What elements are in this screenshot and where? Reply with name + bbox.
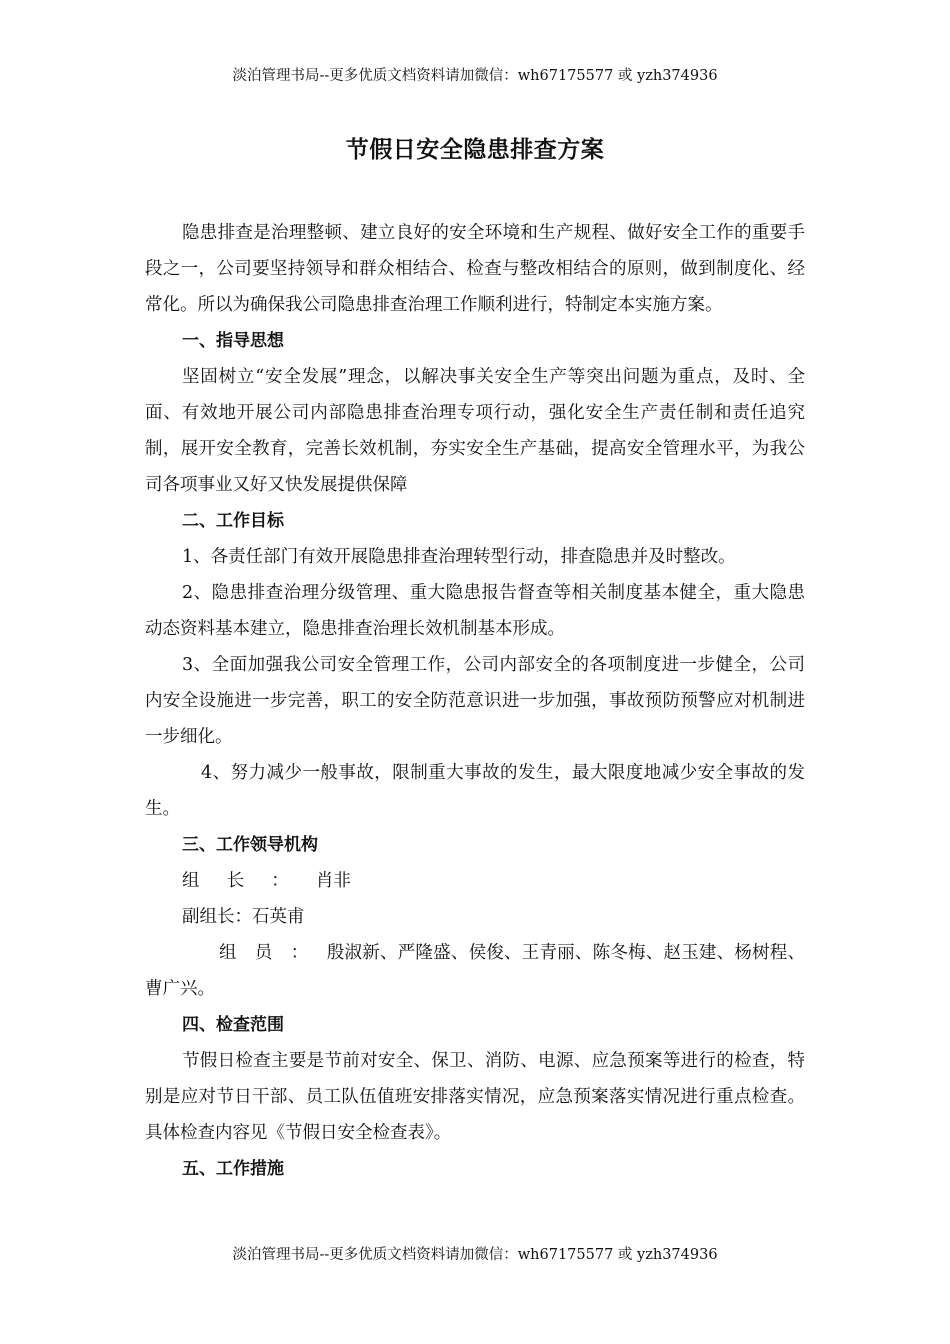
leader-label: 组长： bbox=[182, 871, 316, 891]
footer-note: 淡泊管理书局--更多优质文档资料请加微信：wh67175577 或 yzh374936 bbox=[232, 1247, 718, 1263]
members-label: 组员： bbox=[219, 943, 327, 963]
deputy-leader-label: 副组长： bbox=[182, 907, 252, 927]
header-note: 淡泊管理书局--更多优质文档资料请加微信：wh67175577 或 yzh374936 bbox=[232, 68, 718, 84]
section-heading-work-goals: 二、工作目标 bbox=[182, 511, 284, 531]
members-line bbox=[145, 935, 805, 1007]
section-heading-work-measures: 五、工作措施 bbox=[182, 1159, 284, 1179]
work-goal-item: 4、努力减少一般事故，限制重大事故的发生，最大限度地减少安全事故的发生。 bbox=[145, 763, 805, 819]
leader-line bbox=[145, 863, 805, 899]
section-heading-guiding-ideology: 一、指导思想 bbox=[182, 331, 284, 351]
guiding-ideology-paragraph: 坚固树立“安全发展”理念，以解决事关安全生产等突出问题为重点，及时、全面、有效地开展公司内部隐患排查治理专项行动，强化安全生产责任制和责任追究制，展开安全教育，完善长效机制，夯实安全生产基础，提高安全管理水平，为我公司各项事业又好又快发展提供保障 bbox=[145, 367, 805, 495]
work-goal-item: 1、各责任部门有效开展隐患排查治理转型行动，排查隐患并及时整改。 bbox=[182, 547, 736, 567]
inspection-scope-paragraph: 节假日检查主要是节前对安全、保卫、消防、电源、应急预案等进行的检查，特别是应对节日干部、员工队伍值班安排落实情况，应急预案落实情况进行重点检查。具体检查内容见《节假日安全检查表》。 bbox=[145, 1051, 805, 1143]
section-heading-leadership: 三、工作领导机构 bbox=[182, 835, 318, 855]
deputy-leader-name: 石英甫 bbox=[252, 907, 305, 927]
work-goal-item: 3、全面加强我公司安全管理工作，公司内部安全的各项制度进一步健全，公司内安全设施进一步完善，职工的安全防范意识进一步加强，事故预防预警应对机制进一步细化。 bbox=[145, 655, 805, 747]
leader-name: 肖非 bbox=[315, 871, 351, 891]
document-body bbox=[145, 215, 805, 1187]
deputy-leader-line bbox=[145, 899, 805, 935]
document-title: 节假日安全隐患排查方案 bbox=[345, 137, 605, 163]
section-heading-inspection-scope: 四、检查范围 bbox=[182, 1015, 284, 1035]
work-goal-item: 2、隐患排查治理分级管理、重大隐患报告督查等相关制度基本健全，重大隐患动态资料基本建立，隐患排查治理长效机制基本形成。 bbox=[145, 583, 805, 639]
intro-paragraph: 隐患排查是治理整顿、建立良好的安全环境和生产规程、做好安全工作的重要手段之一，公司要坚持领导和群众相结合、检查与整改相结合的原则，做到制度化、经常化。所以为确保我公司隐患排查治理工作顺利进行，特制定本实施方案。 bbox=[145, 223, 805, 315]
members-names: 殷淑新、严隆盛、侯俊、王青丽、陈冬梅、赵玉建、杨树程、曹广兴。 bbox=[145, 943, 805, 999]
